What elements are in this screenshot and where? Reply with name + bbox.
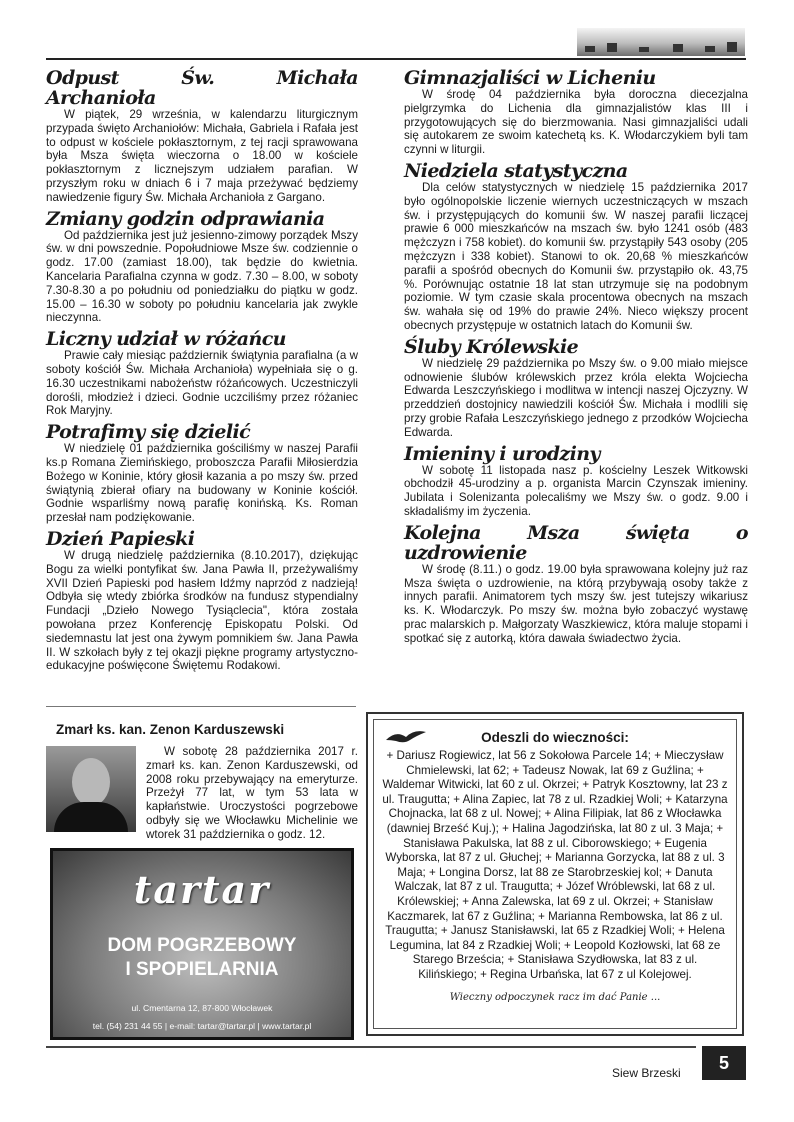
memorial-closing: Wieczny odpoczynek racz im dać Panie ...	[449, 991, 661, 1003]
article-body: Prawie cały miesiąc październik świątynia parafialna (a w soboty kościół Św. Michała Archanioła) wypełniała się o g. 16.30 uczestnikami nabożeństw różańcowych. Uczestniczyli dorośli, młodzież i dzieci. Godnie uczciliśmy przez różaniec Rok Maryjny.	[46, 349, 358, 418]
article-body: W niedzielę 29 października po Mszy św. o 9.00 miało miejsce odnowienie ślubów królewskich przez króla elekta Wojciecha Edwarda Leszczyńskiego i modlitwa w intencji naszej Ojczyzny. W przeddzień dostojnicy nawiedzili kościół Św. Michała i modlili się przy grobie Rafała Leszczyńskiego jednego z przodków Wojciecha Edwarda.	[404, 356, 748, 439]
publication-name: Siew Brzeski	[612, 1066, 681, 1080]
obituary-box	[46, 716, 358, 842]
section-divider	[46, 706, 356, 707]
article	[404, 523, 748, 646]
article	[404, 68, 748, 157]
obituary-body: W sobotę 28 października 2017 r. zmarł ks. kan. Zenon Karduszewski, od 2008 roku przebywający na emeryturze. Przeżył 77 lat, w tym 53 lata w kapłaństwie. Uroczystości pogrzebowe odbyły się we Włocławku Michelinie we wtorek 31 października o godz. 12.	[146, 745, 358, 841]
article-body: Dla celów statystycznych w niedzielę 15 października 2017 było ogólnopolskie liczenie wiernych uczestniczących w mszach św. i przystępujących do komunii św. W naszej parafii liczącej prawie 6 000 mieszkańców na mszach św. było 1241 osób (483 mężczyzn i 758 kobiet). do komunii św. przystąpiły 543 osoby (205 mężczyzn i 338 kobiet). Stanowi to ok. 20,68 % mieszkańców parafii a spośród obecnych do Komunii św. przystąpiło ok. 43,75 %. Porównując ostatnie 18 lat stan utrzymuje się na podobnym poziomie. W tym czasie skala procentowa obecnych na mszach św. wahała się od 19% do prawie 24%. Nieco większy procent obecnych przystępuje w ostatnich latach do Komunii św.	[404, 180, 748, 332]
top-rule	[46, 58, 746, 60]
article	[46, 68, 358, 205]
article-heading: Dzień Papieski	[46, 527, 195, 550]
article-heading: Imieniny i urodziny	[404, 442, 600, 465]
article-body: W drugą niedzielę października (8.10.2017), dziękując Bogu za wielki pontyfikat św. Jana Pawła II, przeżywaliśmy XVII Dzień Papieski pod hasłem Idźmy naprzód z nadzieją! Odbyła się wtedy zbiórka środków na fundusz stypendialny Fundacji „Dzieło Nowego Tysiąclecia", która została powołana przez Konferencję Episkopatu Polski. Od siedemnastu lat jest ona żywym pomnikiem św. Jana Pawła II. W szkołach były z tej okazji piękne programy artystyczno-edukacyjne poświęcone Świętemu Rodakowi.	[46, 548, 358, 673]
article-heading: Liczny udział w różańcu	[46, 328, 286, 351]
memorial-box	[366, 712, 744, 1036]
article-body: Od października jest już jesienno-zimowy porządek Mszy św. w dni powszednie. Popołudniowe Msze św. codziennie o godz. 17.00 (zamiast 18.00), tak będzie do kwietnia. Kancelaria Parafialna czynna w godz. 7.30 – 8.00, w soboty 7.30-8.30 a po południu od poniedziałku do piątku w godz. 15.00 – 16.30 w soboty po południu kancelaria jak zwykle nieczynna.	[46, 228, 358, 325]
advert-address: ul. Cmentarna 12, 87-800 Włocławek	[131, 1003, 273, 1013]
article	[46, 529, 358, 673]
advert-line1: DOM POGRZEBOWY	[107, 935, 297, 956]
priest-photo	[46, 746, 136, 832]
article-heading: Potrafimy się dzielić	[46, 421, 251, 444]
article	[46, 329, 358, 418]
article	[404, 444, 748, 519]
article-body: W środę (8.11.) o godz. 19.00 była sprawowana kolejny już raz Msza święta o uzdrowienie, na którą przybywają osoby także z innych parafii. Animatorem tych mszy św. jest tutejszy wikariusz ks. K. Włodarczyk. Po mszy św. można było zobaczyć wystawę prac malarskich p. Małgorzaty Waszkiewicz, która maluje stopami i spotkać się z autorką, która dawała świadectwo życia.	[404, 562, 748, 645]
article-heading: Śluby Królewskie	[404, 335, 579, 358]
article-body: W środę 04 października była doroczna diecezjalna pielgrzymka do Lichenia dla gimnazjalistów klas III i przygotowujących się do bierzmowania. Nasi gimnazjaliści udali się autokarem ze swoim katechetą ks. K. Włodarczykiem byli tam czynni w liturgii.	[404, 88, 748, 157]
header-banner-image	[577, 28, 745, 56]
left-column	[46, 68, 358, 677]
right-column	[404, 68, 748, 650]
obituary-heading: Zmarł ks. kan. Zenon Karduszewski	[56, 722, 285, 737]
advert-line2: I SPOPIELARNIA	[125, 959, 279, 980]
article-heading: Niedziela statystyczna	[404, 159, 628, 182]
advert-contact: tel. (54) 231 44 55 | e-mail: tartar@tartar.pl | www.tartar.pl	[92, 1021, 312, 1031]
article-body: W niedzielę 01 października gościliśmy w naszej Parafii ks.p Romana Ziemińskiego, proboszcza Parafii Miłosierdzia Bożego w Koninie, który głosił kazania a po mszy św. przed świątynią zbierał ofiary na budowany w Koninie kościół. Godnie wsparliśmy nową parafię konińską. Ks. Roman przesłał nam podziękowanie.	[46, 442, 358, 525]
article	[404, 337, 748, 440]
bird-icon	[384, 728, 428, 746]
article	[404, 161, 748, 333]
article-body: W piątek, 29 września, w kalendarzu liturgicznym przypada święto Archaniołów: Michała, Gabriela i Rafała jest to odpust w kościele pokłasztornym, z tej racji sprawowana była Msza święta wieczorna o 18.00 w kościele pokłasztornym z licznejszym udziałem parafian. W przyszłym roku w dniach 6 i 7 maja przeżywać będziemy nawiedzenie figury Św. Michała Archanioła z Gargano.	[46, 108, 358, 204]
article	[46, 422, 358, 525]
funeral-home-advert	[50, 848, 354, 1040]
article-body: W sobotę 11 listopada nasz p. kościelny Leszek Witkowski obchodził 45-urodziny a p. organista Marcin Czynszak imieniny. Jubilata i Solenizanta polecaliśmy we Mszy św. o godz. 9.00 i składaliśmy im życzenia.	[404, 463, 748, 518]
article-heading: Gimnazjaliści w Licheniu	[404, 67, 656, 89]
memorial-heading: Odeszli do wieczności:	[481, 730, 629, 745]
obituary-text	[146, 745, 358, 842]
page-number: 5	[702, 1046, 746, 1080]
footer-rule	[46, 1046, 696, 1048]
memorial-inner-frame	[373, 719, 737, 1029]
article-heading: Odpust Św. Michała Archanioła	[46, 67, 358, 109]
deceased-list: + Dariusz Rogiewicz, lat 56 z Sokołowa Parcele 14; + Mieczysław Chmielewski, lat 62; + Tadeusz Nowak, lat 69 z Guźlina; + Waldemar Witwicki, lat 60 z ul. Okrzei; + Patryk Kosztowny, lat 23 z ul. Traugutta; + Alina Zapiec, lat 78 z ul. Rzadkiej Woli; + Katarzyna Chojnacka, lat 68 z ul. Nowej; + Alina Filipiak, lat 86 z Włocławka (dawniej Brześć Kuj.); + Halina Jagodzińska, lat 80 z ul. 3 Maja; + Stanisława Pakulska, lat 88 z ul. Ciborowskiego; + Eugenia Wyborska, lat 87 z ul. Głuchej; + Marianna Gorzycka, lat 88 z ul. 3 Maja; + Longina Dorsz, lat 88 ze Starobrzeskiej kol; + Danuta Walczak, lat 87 z ul. Traugutta; + Józef Wróblewski, lat 68 z ul. Królewskiej; + Anna Zalewska, lat 69 z ul. Okrzei; + Stanisław Kaczmarek, lat 67 z Guźlina; + Marianna Rembowska, lat 86 z ul. Traugutta; + Janusz Stanisławski, lat 65 z Rzadkiej Woli; + Helena Legumina, lat 84 z Rzadkiej Woli; + Leopold Kozłowski, lat 68 ze Starego Brześcia; + Stanisława Szydłowska, lat 83 z ul. Kilińskiego; + Regina Urbańska, lat 67 z ul Kolejowej.	[382, 749, 728, 981]
article-heading: Zmiany godzin odprawiania	[46, 207, 325, 230]
advert-logo: tartar	[133, 867, 271, 912]
article-heading: Kolejna Msza święta o uzdrowienie	[404, 521, 748, 564]
article	[46, 209, 358, 326]
